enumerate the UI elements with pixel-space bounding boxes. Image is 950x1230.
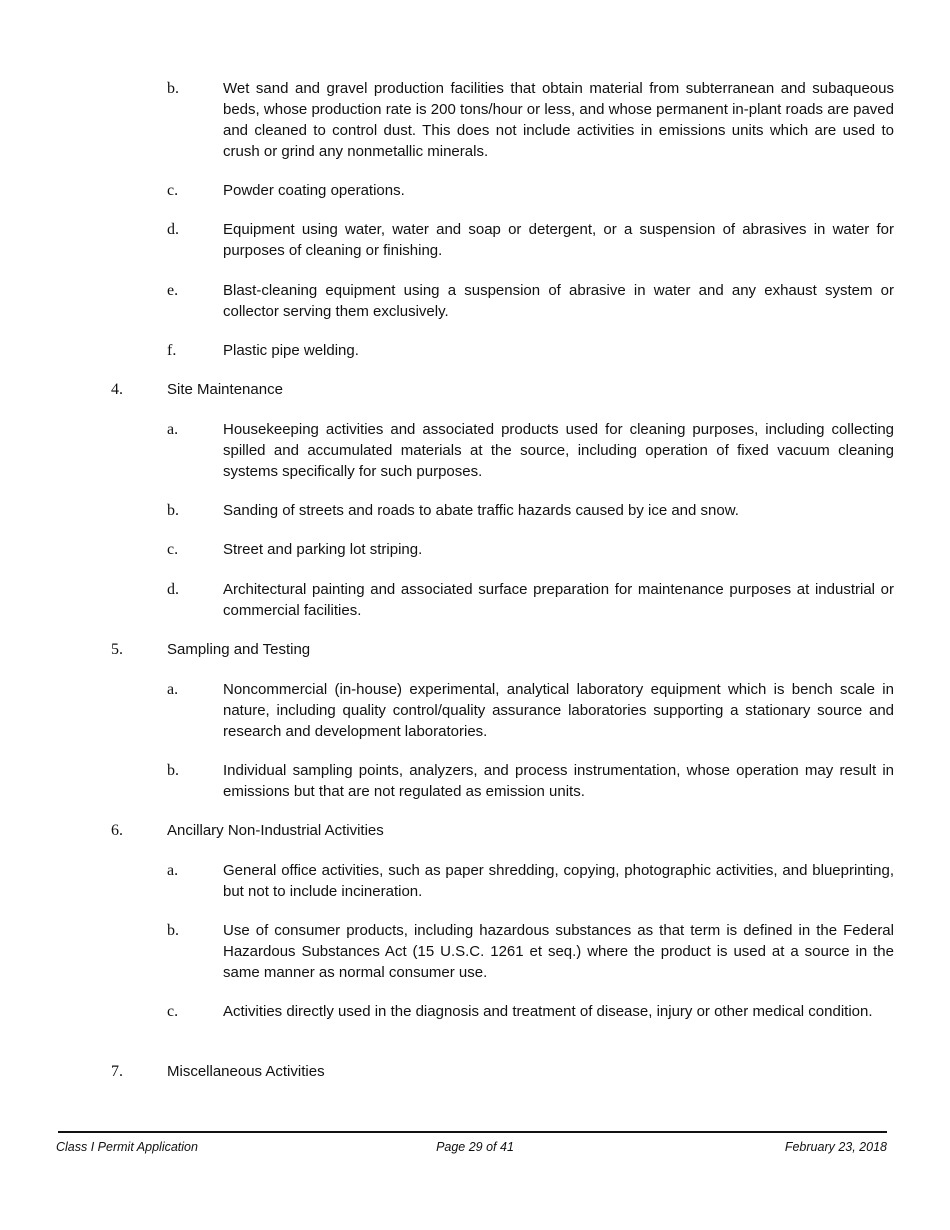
item-text: Activities directly used in the diagnosis and treatment of disease, injury or other medical condition. [223,1003,873,1020]
item-text: Wet sand and gravel production facilities that obtain material from subterranean and subaqueous beds, whose production rate is 200 tons/hour or less, and whose permanent in-plant roads are paved and cleaned to control dust. This does not include activities in emissions units which are used to crush or grind any nonmetallic minerals. [223,80,894,160]
section-number: 4. [111,381,123,398]
item-label: d. [167,221,179,238]
item-label: c. [167,541,179,558]
item-label: e. [167,282,179,299]
footer-document-title: Class I Permit Application [56,1140,198,1154]
item-label: c. [167,1003,179,1020]
item-label: b. [167,762,179,779]
item-text: Housekeeping activities and associated products used for cleaning purposes, including collecting spilled and accumulated materials at the source, including operation of fixed vacuum cleaning systems specifically for such purposes. [223,421,894,480]
section-title: Ancillary Non-Industrial Activities [167,822,384,839]
item-text: Street and parking lot striping. [223,541,423,558]
item-text: Noncommercial (in-house) experimental, analytical laboratory equipment which is bench scale in nature, including quality control/quality assurance laboratories supporting a stationary source and research and development laboratories. [223,681,894,740]
item-text: Equipment using water, water and soap or detergent, or a suspension of abrasives in water for purposes of cleaning or finishing. [223,221,894,259]
item-label: b. [167,502,179,519]
section-title: Sampling and Testing [167,641,311,658]
item-text: Individual sampling points, analyzers, and process instrumentation, whose operation may result in emissions but that are not regulated as emission units. [223,762,894,800]
section-number: 6. [111,822,123,839]
footer-date: February 23, 2018 [784,1140,887,1154]
item-label: a. [167,862,179,879]
item-text: Blast-cleaning equipment using a suspension of abrasive in water and any exhaust system or collector serving them exclusively. [223,282,894,320]
item-text: Powder coating operations. [223,182,405,199]
item-label: b. [167,80,179,97]
item-label: b. [167,922,179,939]
footer-page-number: Page 29 of 41 [436,1140,514,1154]
item-label: a. [167,681,179,698]
item-label: f. [167,342,177,359]
item-text: Architectural painting and associated surface preparation for maintenance purposes at industrial or commercial facilities. [223,581,894,619]
section-number: 7. [111,1063,123,1080]
section-title: Site Maintenance [167,381,283,398]
section-title: Miscellaneous Activities [167,1063,325,1080]
item-label: c. [167,182,179,199]
item-text: Plastic pipe welding. [223,342,359,359]
footer-divider [58,1131,887,1133]
section-number: 5. [111,641,123,658]
item-label: a. [167,421,179,438]
item-text: Sanding of streets and roads to abate traffic hazards caused by ice and snow. [223,502,739,519]
item-text: Use of consumer products, including hazardous substances as that term is defined in the Federal Hazardous Substances Act (15 U.S.C. 1261 et seq.) where the product is used at a source in the same manner as normal consumer use. [223,922,894,981]
item-label: d. [167,581,179,598]
item-text: General office activities, such as paper shredding, copying, photographic activities, and blueprinting, but not to include incineration. [223,862,894,900]
